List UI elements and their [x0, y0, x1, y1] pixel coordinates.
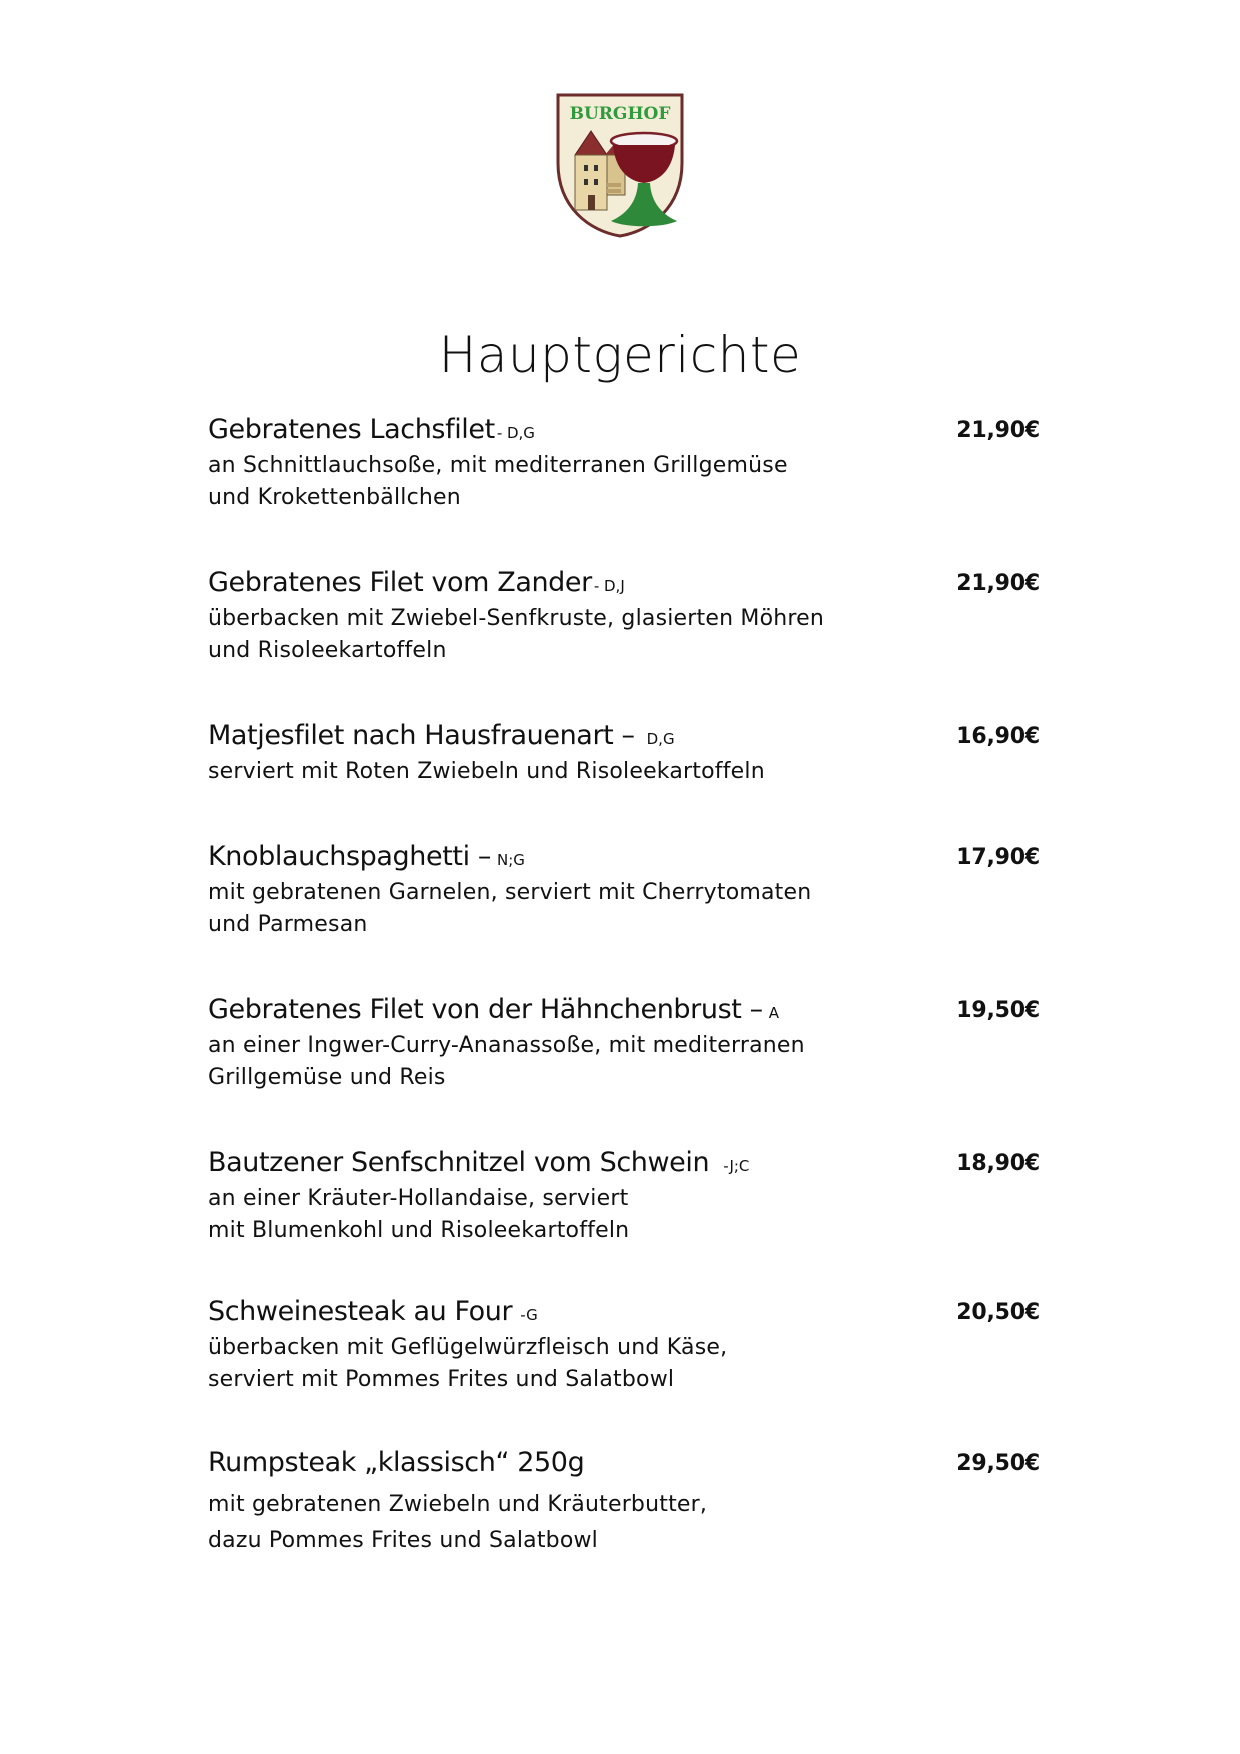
dish-name: Bautzener Senfschnitzel vom Schwein: [208, 1147, 710, 1178]
burghof-logo: [555, 93, 690, 238]
menu-item: [208, 841, 1048, 941]
menu-item: [208, 994, 1048, 1094]
dish-description: an einer Kräuter-Hollandaise, serviert mit Blumenkohl und Risoleekartoffeln: [208, 1186, 630, 1243]
dish-price: 16,90€: [956, 724, 1040, 749]
dish-price: 29,50€: [956, 1451, 1040, 1476]
dish-name: Knoblauchspaghetti –: [208, 841, 491, 872]
dish-name: Gebratenes Filet vom Zander: [208, 567, 592, 598]
dish-name: Schweinesteak au Four: [208, 1296, 513, 1327]
menu-item: [208, 1147, 1048, 1247]
dish-description: serviert mit Roten Zwiebeln und Risoleekartoffeln: [208, 759, 765, 784]
dish-description: an Schnittlauchsoße, mit mediterranen Grillgemüse und Krokettenbällchen: [208, 453, 788, 510]
menu-item: [208, 567, 1048, 667]
dish-description: mit gebratenen Zwiebeln und Kräuterbutter, dazu Pommes Frites und Salatbowl: [208, 1492, 708, 1553]
menu-item: [208, 1447, 1048, 1559]
dish-description: mit gebratenen Garnelen, serviert mit Cherrytomaten und Parmesan: [208, 880, 812, 937]
dish-name: Gebratenes Lachsfilet: [208, 414, 495, 445]
allergen-tag: -J;C: [723, 1157, 750, 1175]
allergen-tag: - D,G: [496, 424, 535, 442]
dish-price: 19,50€: [956, 998, 1040, 1023]
dish-price: 21,90€: [956, 418, 1040, 443]
menu-item: [208, 414, 1048, 514]
menu-item: [208, 720, 1048, 788]
allergen-tag: N;G: [496, 851, 525, 869]
dish-price: 21,90€: [956, 571, 1040, 596]
dish-name: Rumpsteak „klassisch“ 250g: [208, 1447, 585, 1478]
page-title: Hauptgerichte: [438, 326, 802, 384]
menu-item: [208, 1296, 1048, 1396]
dish-name: Matjesfilet nach Hausfrauenart –: [208, 720, 635, 751]
allergen-tag: D,G: [646, 730, 675, 748]
allergen-tag: -G: [520, 1306, 538, 1324]
dish-description: überbacken mit Zwiebel-Senfkruste, glasierten Möhren und Risoleekartoffeln: [208, 606, 825, 663]
allergen-tag: A: [768, 1004, 779, 1022]
logo-text: BURGHOF: [569, 104, 671, 124]
dish-description: überbacken mit Geflügelwürzfleisch und Käse, serviert mit Pommes Frites und Salatbowl: [208, 1335, 728, 1392]
dish-price: 17,90€: [956, 845, 1040, 870]
dish-price: 18,90€: [956, 1151, 1040, 1176]
allergen-tag: - D,J: [593, 577, 625, 595]
dish-price: 20,50€: [956, 1300, 1040, 1325]
dish-description: an einer Ingwer-Curry-Ananassoße, mit mediterranen Grillgemüse und Reis: [208, 1033, 805, 1090]
dish-name: Gebratenes Filet von der Hähnchenbrust –: [208, 994, 763, 1025]
